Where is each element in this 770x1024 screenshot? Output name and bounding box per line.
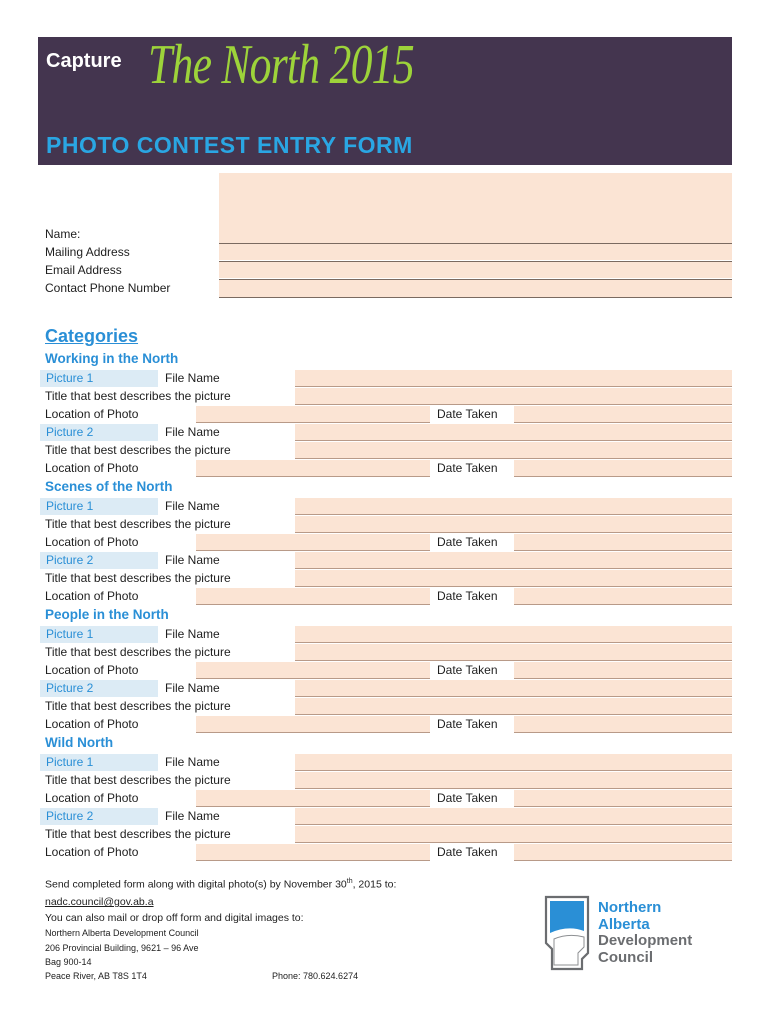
date-taken-label: Date Taken xyxy=(437,535,498,549)
file-name-label: File Name xyxy=(165,425,220,439)
location-label: Location of Photo xyxy=(45,407,139,421)
location-label: Location of Photo xyxy=(45,845,139,859)
date-taken-label: Date Taken xyxy=(437,461,498,475)
logo-line-development: Development xyxy=(598,932,693,949)
phone-label: Contact Phone Number xyxy=(45,281,171,295)
date-taken-label: Date Taken xyxy=(437,407,498,421)
title-label: Title that best describes the picture xyxy=(45,571,231,585)
title-field[interactable] xyxy=(295,388,732,405)
file-name-field[interactable] xyxy=(295,370,732,387)
title-field[interactable] xyxy=(295,698,732,715)
org-phone: Phone: 780.624.6274 xyxy=(272,971,359,981)
logo-line-council: Council xyxy=(598,948,653,966)
picture-tag xyxy=(40,808,158,825)
title-field[interactable] xyxy=(295,442,732,459)
date-taken-label: Date Taken xyxy=(437,791,498,805)
title-field[interactable] xyxy=(295,516,732,533)
title-label: Title that best describes the picture xyxy=(45,699,231,713)
date-taken-label: Date Taken xyxy=(437,717,498,731)
location-label: Location of Photo xyxy=(45,461,139,475)
alberta-map-logo-icon xyxy=(538,893,596,973)
file-name-field[interactable] xyxy=(295,626,732,643)
picture-tag-label: Picture 2 xyxy=(46,425,94,439)
category-heading[interactable]: Wild North xyxy=(45,735,114,750)
location-field[interactable] xyxy=(196,790,430,807)
nadc-logo-text xyxy=(598,900,692,966)
contest-script-title: The North 2015 xyxy=(148,34,414,96)
date-taken-field[interactable] xyxy=(514,844,732,861)
send-line-b: , 2015 to: xyxy=(352,878,397,891)
date-taken-field[interactable] xyxy=(514,790,732,807)
form-title: PHOTO CONTEST ENTRY FORM xyxy=(46,132,413,158)
picture-tag-label: Picture 2 xyxy=(46,553,94,567)
date-taken-field[interactable] xyxy=(514,406,732,423)
picture-tag xyxy=(40,370,158,387)
file-name-label: File Name xyxy=(165,755,220,769)
picture-tag-label: Picture 2 xyxy=(46,681,94,695)
date-taken-field[interactable] xyxy=(514,588,732,605)
picture-tag xyxy=(40,626,158,643)
name-field[interactable] xyxy=(219,173,732,243)
file-name-field[interactable] xyxy=(295,552,732,569)
title-label: Title that best describes the picture xyxy=(45,773,231,787)
date-taken-field[interactable] xyxy=(514,534,732,551)
picture-tag-label: Picture 2 xyxy=(46,809,94,823)
capture-heading: Capture xyxy=(46,50,122,72)
file-name-label: File Name xyxy=(165,371,220,385)
org-name: Northern Alberta Development Council xyxy=(45,928,199,938)
phone-field[interactable] xyxy=(219,280,732,297)
date-taken-field[interactable] xyxy=(514,716,732,733)
send-sup: th xyxy=(346,878,353,885)
location-field[interactable] xyxy=(196,662,430,679)
title-field[interactable] xyxy=(295,644,732,661)
title-label: Title that best describes the picture xyxy=(45,443,231,457)
name-label: Name: xyxy=(45,227,81,241)
send-instructions xyxy=(45,878,396,891)
file-name-field[interactable] xyxy=(295,808,732,825)
file-name-label: File Name xyxy=(165,681,220,695)
file-name-label: File Name xyxy=(165,553,220,567)
location-label: Location of Photo xyxy=(45,717,139,731)
category-heading[interactable]: Working in the North xyxy=(45,351,179,366)
picture-tag xyxy=(40,424,158,441)
title-label: Title that best describes the picture xyxy=(45,389,231,403)
header-banner xyxy=(38,34,732,165)
location-field[interactable] xyxy=(196,534,430,551)
file-name-label: File Name xyxy=(165,627,220,641)
file-name-label: File Name xyxy=(165,809,220,823)
location-label: Location of Photo xyxy=(45,791,139,805)
location-label: Location of Photo xyxy=(45,535,139,549)
mailing-address-field[interactable] xyxy=(219,244,732,260)
date-taken-label: Date Taken xyxy=(437,663,498,677)
title-label: Title that best describes the picture xyxy=(45,827,231,841)
picture-tag xyxy=(40,498,158,515)
category-heading[interactable]: Scenes of the North xyxy=(45,479,173,494)
mail-instructions: You can also mail or drop off form and digital images to: xyxy=(45,912,304,924)
title-label: Title that best describes the picture xyxy=(45,517,231,531)
email-address-label: Email Address xyxy=(45,263,122,277)
location-field[interactable] xyxy=(196,716,430,733)
category-heading[interactable]: People in the North xyxy=(45,607,169,622)
date-taken-field[interactable] xyxy=(514,460,732,477)
location-field[interactable] xyxy=(196,588,430,605)
file-name-field[interactable] xyxy=(295,424,732,441)
picture-tag-label: Picture 1 xyxy=(46,755,94,769)
org-bag: Bag 900-14 xyxy=(45,957,92,967)
picture-tag xyxy=(40,754,158,771)
file-name-label: File Name xyxy=(165,499,220,513)
logo-line-northern: Northern xyxy=(598,899,662,916)
categories-title: Categories xyxy=(45,326,139,346)
location-field[interactable] xyxy=(196,460,430,477)
title-field[interactable] xyxy=(295,826,732,843)
picture-tag xyxy=(40,552,158,569)
org-city: Peace River, AB T8S 1T4 xyxy=(45,971,147,981)
location-label: Location of Photo xyxy=(45,589,139,603)
location-field[interactable] xyxy=(196,844,430,861)
location-label: Location of Photo xyxy=(45,663,139,677)
date-taken-label: Date Taken xyxy=(437,845,498,859)
org-building: 206 Provincial Building, 9621 – 96 Ave xyxy=(45,943,199,953)
file-name-field[interactable] xyxy=(295,754,732,771)
date-taken-field[interactable] xyxy=(514,662,732,679)
picture-tag-label: Picture 1 xyxy=(46,371,94,385)
picture-tag-label: Picture 1 xyxy=(46,627,94,641)
title-field[interactable] xyxy=(295,570,732,587)
location-field[interactable] xyxy=(196,406,430,423)
picture-tag-label: Picture 1 xyxy=(46,499,94,513)
phone-underline xyxy=(219,297,732,298)
date-taken-label: Date Taken xyxy=(437,589,498,603)
logo-line-alberta: Alberta xyxy=(598,915,650,933)
title-field[interactable] xyxy=(295,772,732,789)
mailing-address-label: Mailing Address xyxy=(45,245,130,259)
email-link[interactable]: nadc.council@gov.ab.a xyxy=(45,896,154,908)
picture-tag xyxy=(40,680,158,697)
file-name-field[interactable] xyxy=(295,680,732,697)
email-address-field[interactable] xyxy=(219,262,732,278)
file-name-field[interactable] xyxy=(295,498,732,515)
send-line-a: Send completed form along with digital photo(s) by November 30 xyxy=(45,878,347,891)
title-label: Title that best describes the picture xyxy=(45,645,231,659)
